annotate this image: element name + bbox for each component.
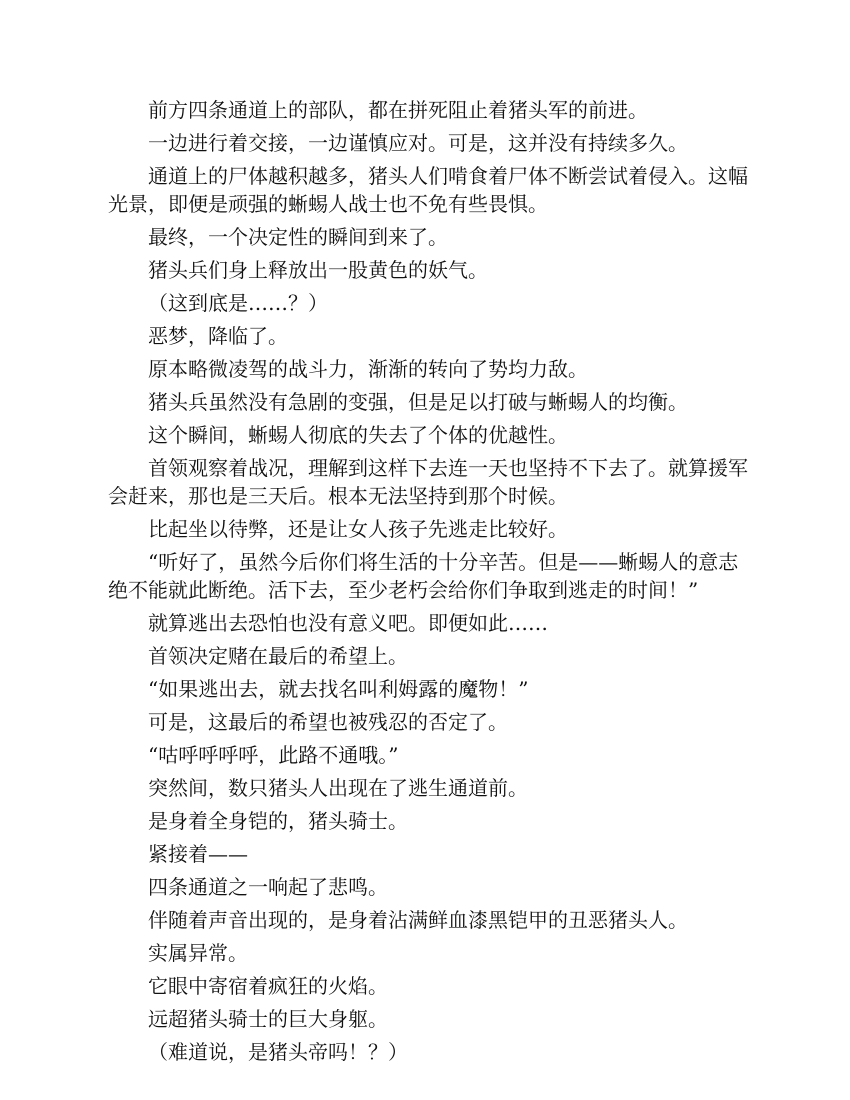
paragraph: 原本略微凌驾的战斗力，渐渐的转向了势均力敌。: [148, 357, 588, 381]
paragraph: 远超猪头骑士的巨大身躯。: [148, 1007, 388, 1031]
paragraph: 伴随着声音出现的，是身着沾满鲜血漆黑铠甲的丑恶猪头人。: [148, 908, 688, 932]
paragraph: 是身着全身铠的，猪头骑士。: [148, 809, 408, 833]
story-text: [108, 96, 748, 1071]
paragraph: 实属异常。: [148, 941, 248, 965]
paragraph: 紧接着——: [148, 842, 248, 866]
paragraph: 首领决定赌在最后的希望上。: [148, 644, 408, 668]
paragraph: 一边进行着交接，一边谨慎应对。可是，这并没有持续多久。: [148, 131, 688, 155]
paragraph: 它眼中寄宿着疯狂的火焰。: [148, 974, 388, 998]
paragraph: （难道说，是猪头帝吗！？）: [148, 1040, 408, 1064]
paragraph: 这个瞬间，蜥蜴人彻底的失去了个体的优越性。: [148, 423, 568, 447]
paragraph: 恶梦，降临了。: [148, 324, 288, 348]
paragraph: 就算逃出去恐怕也没有意义吧。即便如此……: [148, 611, 548, 635]
paragraph: “咕呼呼呼呼，此路不通哦。”: [148, 743, 399, 767]
paragraph: 猪头兵虽然没有急剧的变强，但是足以打破与蜥蜴人的均衡。: [148, 390, 688, 414]
paragraph: “听好了，虽然今后你们将生活的十分辛苦。但是——蜥蜴人的意志绝不能就此断绝。活下去，至少老朽会给你们争取到逃走的时间！”: [108, 550, 739, 602]
paragraph: 首领观察着战况，理解到这样下去连一天也坚持不下去了。就算援军会赶来，那也是三天后。根本无法坚持到那个时候。: [108, 456, 748, 508]
paragraph: 可是，这最后的希望也被残忍的否定了。: [148, 710, 508, 734]
paragraph: 通道上的尸体越积越多，猪头人们啃食着尸体不断尝试着侵入。这幅光景，即便是顽强的蜥蜴人战士也不免有些畏惧。: [108, 164, 748, 216]
paragraph: 突然间，数只猪头人出现在了逃生通道前。: [148, 776, 528, 800]
paragraph: “如果逃出去，就去找名叫利姆露的魔物！”: [148, 677, 529, 701]
paragraph: 猪头兵们身上释放出一股黄色的妖气。: [148, 258, 488, 282]
paragraph: 最终，一个决定性的瞬间到来了。: [148, 225, 448, 249]
paragraph: 四条通道之一响起了悲鸣。: [148, 875, 388, 899]
paragraph: （这到底是……？）: [148, 291, 328, 315]
paragraph: 比起坐以待弊，还是让女人孩子先逃走比较好。: [148, 517, 568, 541]
paragraph: 前方四条通道上的部队，都在拼死阻止着猪头军的前进。: [148, 98, 648, 122]
